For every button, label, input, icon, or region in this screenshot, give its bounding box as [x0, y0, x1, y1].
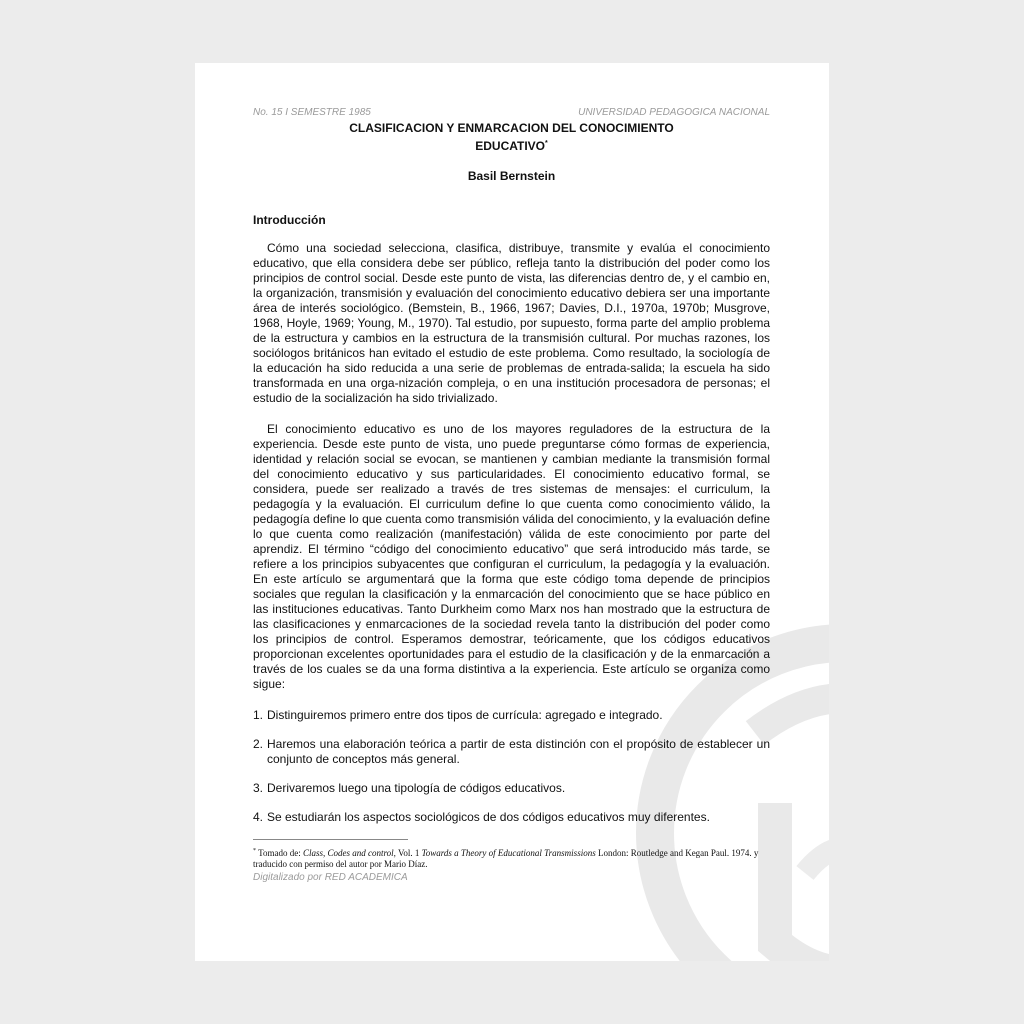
footnote: * Tomado de: Class, Codes and control, Vol. 1 Towards a Theory of Educational Transmissions London: Routledge and Kegan Paul. 1974. y traducido con permiso del autor por Mario Díaz.	[253, 848, 759, 869]
article-title	[253, 121, 770, 154]
list-item: 3. Derivaremos luego una tipología de códigos educativos.	[253, 781, 566, 795]
section-heading: Introducción	[253, 213, 326, 227]
title-line-1: CLASIFICACION Y ENMARCACION DEL CONOCIMIENTO	[349, 121, 674, 135]
document-page	[195, 63, 829, 961]
digitized-credit: Digitalizado por RED ACADEMICA	[253, 872, 408, 883]
list-item: 4. Se estudiarán los aspectos sociológicos de dos códigos educativos muy diferentes.	[253, 810, 710, 824]
title-line-2: EDUCATIVO*	[475, 139, 548, 153]
paragraph-2: El conocimiento educativo es uno de los mayores reguladores de la estructura de la experiencia. Desde este punto de vista, uno puede preguntarse cómo formas de experiencia, identidad y relación social se evocan, se mantienen y cambian mediante la transmisión formal del conocimiento educativo y sus particularidades. El conocimiento educativo formal, se considera, puede ser realizado a través de tres sistemas de mensajes: el curriculum, la pedagogía y la evaluación. El curriculum define lo que cuenta como conocimiento válido, la pedagogía define lo que cuenta como transmisión válida del conocimiento, y la evaluación define lo que cuenta como realización (manifestación) válida de este conocimiento por parte del aprendiz. El término “código del conocimiento educativo” que será introducido más tarde, se refiere a los principios subyacentes que configuran el curriculum, la pedagogía y la evaluación. En este artículo se argumentará que la forma que este código toma depende de principios sociales que regulan la clasificación y la enmarcación del conocimiento que se hace público en las instituciones educativas. Tanto Durkheim como Marx nos han mostrado que la estructura de las clasificaciones y enmarcaciones de la sociedad revela tanto la distribución del poder como los principios de control. Esperamos demostrar, teóricamente, que los códigos educativos proporcionan excelentes oportunidades para el estudio de la clasificación y de la enmarcación a través de los cuales se da una forma distintiva a la experiencia. Este artículo se organiza como sigue:	[253, 422, 770, 691]
title-footnote-marker: *	[545, 140, 548, 147]
issue-label: No. 15 I SEMESTRE 1985	[253, 107, 371, 118]
running-header	[253, 107, 770, 119]
list-item: 1. Distinguiremos primero entre dos tipos de currícula: agregado e integrado.	[253, 708, 663, 722]
institution-label: UNIVERSIDAD PEDAGOGICA NACIONAL	[578, 107, 770, 118]
list-item: 2. Haremos una elaboración teórica a partir de esta distinción con el propósito de establecer un conjunto de conceptos más general.	[253, 737, 770, 766]
author-name: Basil Bernstein	[467, 169, 556, 183]
footnote-divider	[253, 839, 408, 840]
paragraph-1: Cómo una sociedad selecciona, clasifica, distribuye, transmite y evalúa el conocimiento educativo, que ella considera debe ser público, refleja tanto la distribución del poder como los principios de control social. Desde este punto de vista, las diferencias dentro de, y el cambio en, la organización, transmisión y evaluación del conocimiento educativo debiera ser una importante área de interés sociológico. (Bemstein, B., 1966, 1967; Davies, D.I., 1970a, 1970b; Musgrove, 1968, Hoyle, 1969; Young, M., 1970). Tal estudio, por supuesto, forma parte del amplio problema de la estructura y cambios en la estructura de la transmisión cultural. Por muchas razones, los sociólogos británicos han evitado el estudio de este problema. Como resultado, la sociología de la educación ha sido reducida a una serie de problemas de entrada-salida; la escuela ha sido transformada en una orga-nización compleja, o en una institución procesadora de personas; el estudio de la socialización ha sido trivializado.	[253, 241, 770, 405]
document-content	[253, 107, 770, 883]
outline-list	[253, 708, 770, 825]
